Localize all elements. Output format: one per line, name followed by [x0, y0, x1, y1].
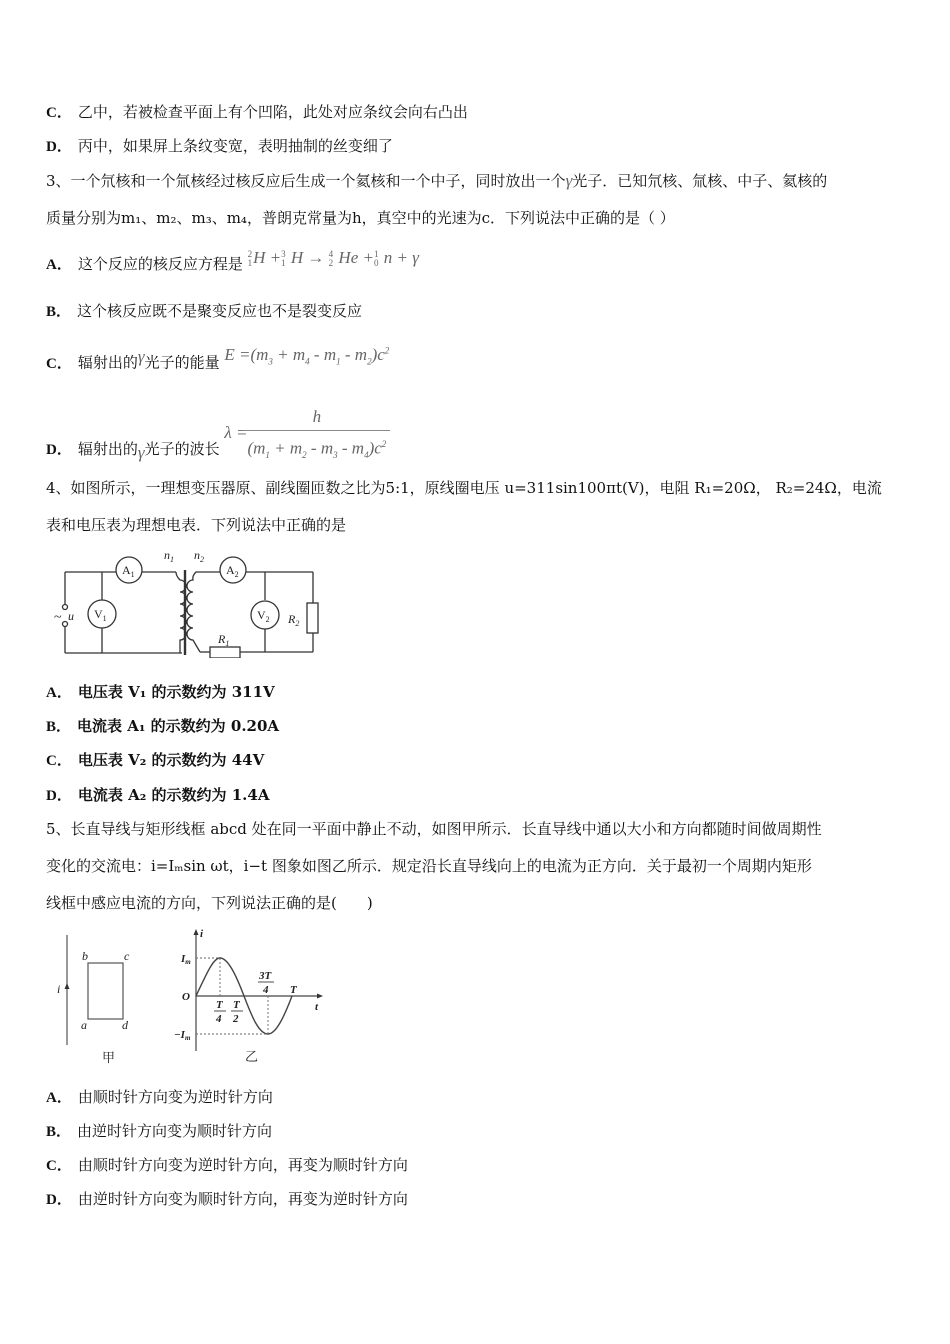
- q4-option-c: [46, 750, 264, 771]
- current-label: i: [57, 982, 61, 996]
- n2-label: $n_2$: [194, 548, 204, 564]
- option-label: C．: [46, 753, 72, 769]
- option-label: A．: [46, 1090, 72, 1106]
- figure-jia-wire-and-loop: [50, 930, 150, 1070]
- option-label: B．: [46, 1124, 72, 1140]
- wavelength-fraction: [247, 406, 386, 466]
- q3-stem-text: 3、一个氘核和一个氚核经过核反应后生成一个氦核和一个中子，同时放出一个: [46, 172, 566, 190]
- transformer-circuit-diagram: [48, 548, 328, 658]
- option-text: 辐射出的: [77, 353, 138, 372]
- q5-option-a: [46, 1087, 273, 1108]
- q3-stem-text: 质量分别为m₁、m₂、m₃、m₄，普朗克常量为h，真空中的光速为c．下列说法中正确的是（ ）: [46, 209, 675, 227]
- q3-option-a: [46, 248, 419, 275]
- option-label: A．: [46, 257, 72, 273]
- source-u-label: u: [68, 609, 74, 623]
- option-text: 光子的波长: [144, 440, 220, 459]
- option-text: 辐射出的: [77, 440, 138, 459]
- option-text: 由顺时针方向变为逆时针方向: [77, 1088, 273, 1106]
- fraction-denominator: $(m_1 + m_2 - m_3 - m_4)c^2$: [247, 438, 387, 461]
- ammeter-a2-label: $A_2$: [226, 563, 239, 579]
- option-text: 由逆时针方向变为顺时针方向，再变为逆时针方向: [77, 1190, 408, 1208]
- option-text: 光子的能量: [144, 353, 220, 372]
- svg-text:i: i: [200, 928, 204, 940]
- q4-stem-text: 表和电压表为理想电表．下列说法中正确的是: [46, 516, 347, 534]
- option-label: D．: [46, 1192, 72, 1208]
- y-axis-arrow-icon: [194, 929, 199, 935]
- svg-text:4: 4: [216, 1013, 222, 1025]
- q3-option-c: [46, 344, 390, 379]
- q5-option-c: [46, 1155, 408, 1176]
- svg-text:T: T: [290, 984, 297, 996]
- q5-stem-line2: [46, 856, 812, 876]
- option-text: 电压表 V₂ 的示数约为 44V: [77, 751, 265, 769]
- gamma-symbol: γ: [565, 171, 573, 190]
- svg-text:Im: Im: [181, 953, 191, 966]
- q3-stem-line1: [46, 171, 827, 191]
- option-text: 电流表 A₁ 的示数约为 0.20A: [77, 717, 280, 735]
- q5-stem-text: 5、长直导线与矩形线框 abcd 处在同一平面中静止不动，如图甲所示．长直导线中通以大小和方向都随时间做周期性: [46, 820, 822, 838]
- svg-text:t: t: [315, 1001, 319, 1013]
- q5-stem-line3: [46, 893, 373, 913]
- svg-text:a: a: [81, 1018, 87, 1032]
- q4-stem-text: 4、如图所示，一理想变压器原、副线圈匝数之比为5:1，原线圈电压 u=311sin100πt(V)，电阻 R₁=20Ω， R₂=24Ω，电流: [46, 479, 882, 497]
- option-label: C．: [46, 1158, 72, 1174]
- svg-text:T: T: [233, 999, 240, 1011]
- svg-text:b: b: [82, 949, 88, 963]
- nuclear-equation: 2 1 H + 3 1 H → 4 2 He + 1 0 n + γ: [247, 248, 419, 269]
- svg-text:3T: 3T: [259, 970, 272, 982]
- option-label: A．: [46, 685, 72, 701]
- q3-option-b: [46, 301, 362, 322]
- figure-caption-jia: 甲: [102, 1050, 116, 1065]
- q2-option-d: [46, 136, 393, 157]
- option-text: 由顺时针方向变为逆时针方向，再变为顺时针方向: [77, 1156, 408, 1174]
- x-axis-arrow-icon: [317, 994, 323, 999]
- q5-stem-text: 变化的交流电：i=Iₘsin ωt，i−t 图象如图乙所示．规定沿长直导线向上的电流为正方向．关于最初一个周期内矩形: [46, 857, 812, 875]
- wavelength-lhs: λ =: [224, 423, 248, 443]
- q5-option-b: [46, 1121, 272, 1142]
- option-label: B．: [46, 304, 72, 320]
- current-arrow-icon: [65, 983, 70, 989]
- r1-label: $R_1$: [218, 632, 230, 648]
- figure-yi-sine-graph: [170, 925, 335, 1065]
- fraction-numerator: h: [243, 406, 390, 431]
- svg-text:2: 2: [233, 1013, 239, 1025]
- gamma-symbol: γ: [137, 346, 145, 366]
- option-label: D．: [46, 442, 72, 459]
- figure-caption-yi: 乙: [245, 1049, 259, 1064]
- option-label: D．: [46, 788, 72, 804]
- option-text: 丙中，如果屏上条纹变宽，表明抽制的丝变细了: [77, 137, 393, 155]
- q5-stem-line1: [46, 819, 822, 839]
- svg-text:c: c: [124, 949, 130, 963]
- q3-stem-line2: [46, 208, 675, 228]
- gamma-symbol: γ: [137, 443, 145, 463]
- option-text: 乙中，若被检查平面上有个凹陷，此处对应条纹会向右凸出: [77, 103, 468, 121]
- svg-text:O: O: [182, 991, 190, 1003]
- q2-option-c: [46, 102, 468, 123]
- q4-option-b: [46, 716, 279, 737]
- voltmeter-v2-label: $V_2$: [257, 608, 270, 624]
- voltmeter-v1-label: $V_1$: [94, 607, 107, 623]
- option-text: 电压表 V₁ 的示数约为 311V: [77, 683, 275, 701]
- q4-option-d: [46, 785, 269, 806]
- option-label: C．: [46, 105, 72, 121]
- n1-label: $n_1$: [164, 548, 174, 564]
- q4-option-a: [46, 682, 275, 703]
- q3-option-d: [46, 394, 387, 463]
- option-label: D．: [46, 139, 72, 155]
- option-text: 由逆时针方向变为顺时针方向: [77, 1122, 273, 1140]
- energy-formula: $E =(m_3 + m_4 - m_1 - m_2)c^2$: [224, 344, 390, 367]
- svg-text:d: d: [122, 1018, 128, 1032]
- option-label: C．: [46, 355, 72, 372]
- svg-text:~: ~: [54, 610, 62, 625]
- svg-text:−Im: −Im: [174, 1029, 191, 1042]
- r2-label: $R_2$: [288, 612, 300, 628]
- q4-stem-line2: [46, 515, 346, 535]
- option-label: B．: [46, 719, 72, 735]
- option-text: 这个反应的核反应方程是: [77, 255, 243, 273]
- option-text: 电流表 A₂ 的示数约为 1.4A: [77, 786, 270, 804]
- q5-option-d: [46, 1189, 408, 1210]
- q3-stem-text: 光子．已知氘核、氚核、中子、氦核的: [572, 172, 828, 190]
- svg-text:T: T: [216, 999, 223, 1011]
- option-text: 这个核反应既不是聚变反应也不是裂变反应: [77, 302, 363, 320]
- q5-stem-text: 线框中感应电流的方向，下列说法正确的是( ): [46, 894, 373, 912]
- ammeter-a1-label: $A_1$: [122, 563, 135, 579]
- svg-text:4: 4: [263, 984, 269, 996]
- q4-stem-line1: [46, 478, 882, 498]
